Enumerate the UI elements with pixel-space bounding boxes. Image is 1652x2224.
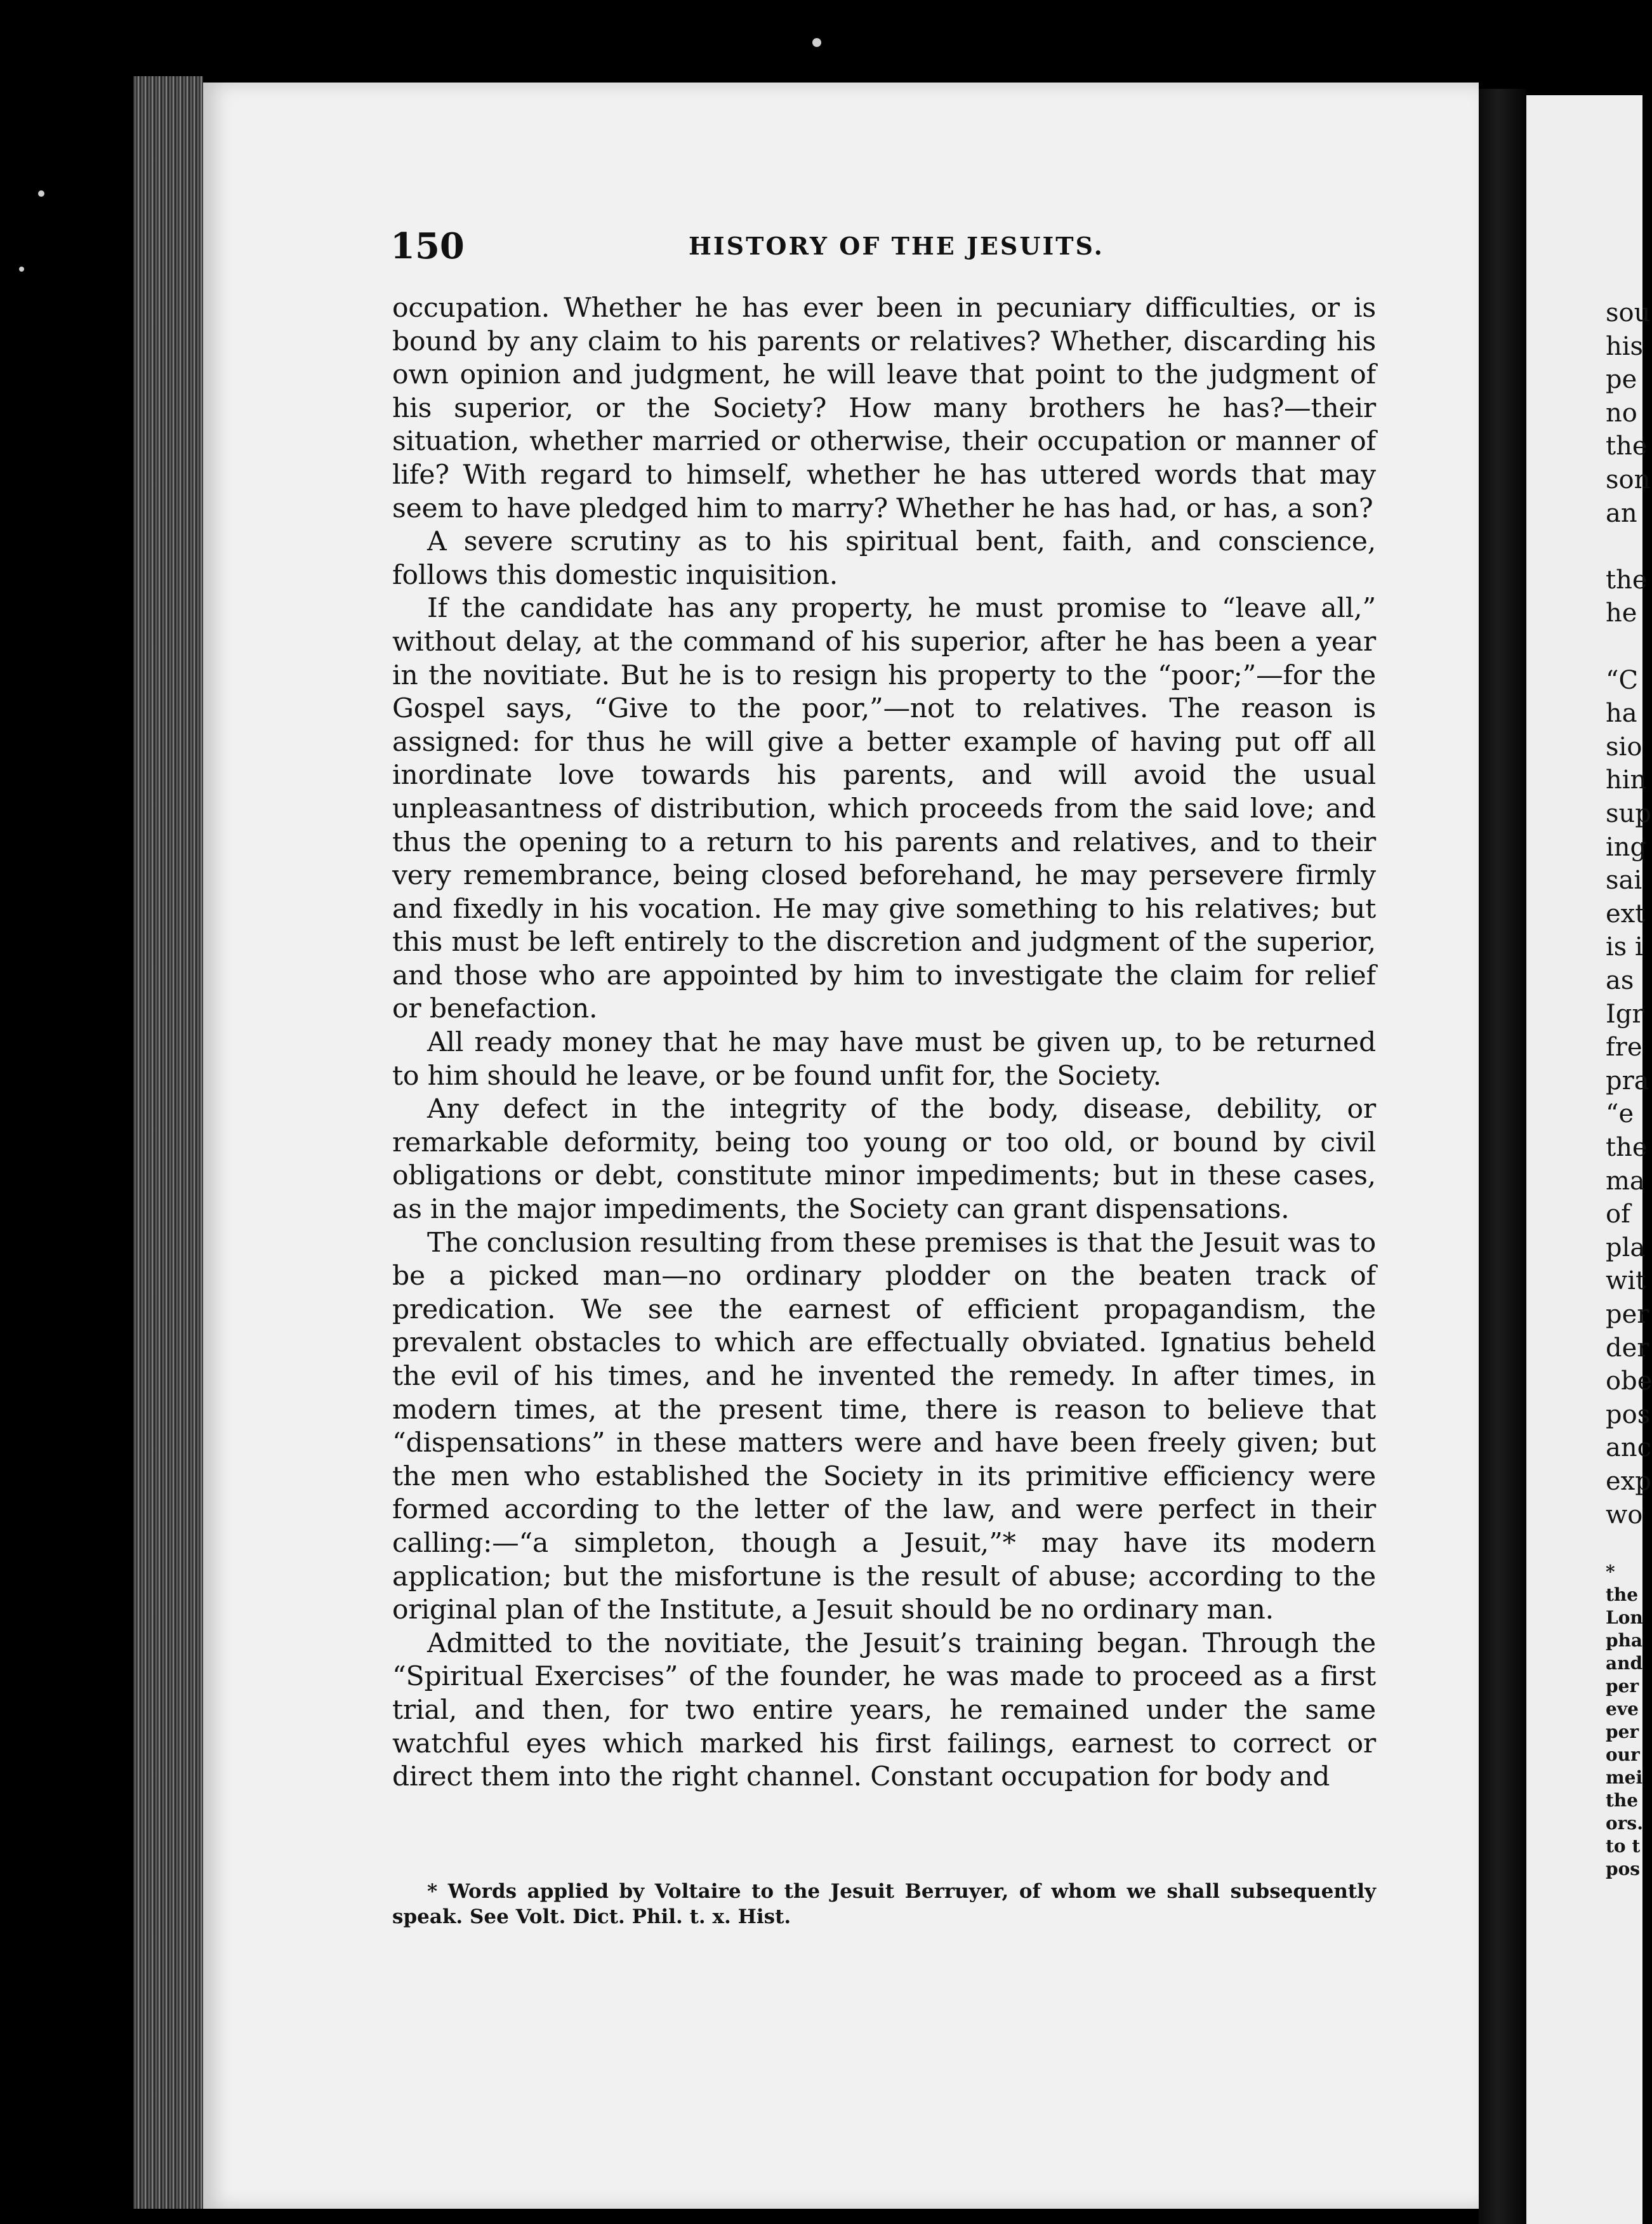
facing-page-line: per	[1606, 1300, 1649, 1329]
facing-page-footnote-line: Lon	[1606, 1607, 1643, 1628]
facing-page-footnote-line: per	[1606, 1676, 1639, 1697]
facing-page-line: anc	[1606, 1433, 1652, 1463]
paragraph: Admitted to the novitiate, the Jesuit’s training began. Through the “Spiritual Exercises” of the founder, he was made to proceed as a first trial, and then, for two entire years, he remained under the same watchful eyes which marked his first failings, earnest to correct or direct them into the right channel. Constant occupation for body and	[392, 1627, 1376, 1793]
facing-page-line: pe	[1606, 365, 1637, 395]
facing-page-line: sai	[1606, 866, 1642, 896]
facing-page-line: the	[1606, 432, 1648, 461]
book-page-edges	[133, 76, 203, 2209]
facing-page-line: ma	[1606, 1166, 1645, 1196]
facing-page-line: “e	[1606, 1099, 1634, 1129]
facing-page-footnote-line: pha	[1606, 1630, 1643, 1651]
footnote-text: * Words applied by Voltaire to the Jesuit Berruyer, of whom we shall subsequently speak. See Volt. Dict. Phil. t. x. Hist.	[392, 1880, 1376, 1928]
facing-page-line: hin	[1606, 765, 1647, 795]
page-header	[390, 225, 1380, 270]
facing-page-line: wit	[1606, 1266, 1646, 1296]
facing-page-footnote-line: and	[1606, 1653, 1643, 1674]
facing-page-line: ext	[1606, 899, 1646, 929]
facing-page-footnote-line: *	[1606, 1561, 1615, 1582]
dust-speck	[812, 38, 821, 47]
facing-page-line: of	[1606, 1200, 1630, 1229]
facing-page-footnote-line: mei	[1606, 1767, 1643, 1788]
facing-page-line: exp	[1606, 1467, 1651, 1496]
paragraph: Any defect in the integrity of the body, disease, debility, or remarkable deformity, being too young or too old, or bound by civil obligations or debt, constitute minor impediments; but in these cases, as in the major impediments, the Society can grant dispensations.	[392, 1094, 1376, 1226]
book-gutter	[1479, 89, 1526, 2224]
facing-page-line: sup	[1606, 799, 1651, 828]
facing-page-line: sio	[1606, 732, 1642, 762]
facing-page-line: the	[1606, 565, 1648, 595]
dust-speck	[38, 190, 44, 197]
facing-page-line: Igr	[1606, 999, 1644, 1029]
facing-page-footnote-line: our	[1606, 1744, 1640, 1765]
facing-page-line: as	[1606, 966, 1634, 995]
facing-page-footnote-line: the	[1606, 1584, 1639, 1605]
facing-page-line: pra	[1606, 1066, 1649, 1095]
body-text	[392, 292, 1376, 1794]
paragraph: All ready money that he may have must be given up, to be returned to him should he leave, or be found unfit for, the Society.	[392, 1027, 1376, 1092]
facing-page-line: pos	[1606, 1400, 1651, 1429]
paragraph: occupation. Whether he has ever been in pecuniary difficulties, or is bound by any claim to his parents or relatives? Whether, discarding his own opinion and judgment, he will leave that point to the judgment of his superior, or the Society? How many brothers he has?—their situation, whether married or otherwise, their occupation or manner of life? With regard to himself, whether he has uttered words that may seem to have pledged him to marry? Whether he has had, or has, a son?	[392, 293, 1376, 524]
facing-page	[1526, 95, 1652, 2224]
facing-page-line: fre	[1606, 1033, 1642, 1062]
running-head: HISTORY OF THE JESUITS.	[689, 232, 1104, 260]
paragraph: A severe scrutiny as to his spiritual bent, faith, and conscience, follows this domestic inquisition.	[392, 526, 1376, 591]
page-number: 150	[390, 225, 465, 267]
facing-page-line: sou	[1606, 298, 1651, 328]
facing-page-footnote-line: pos	[1606, 1858, 1641, 1879]
paragraph: If the candidate has any property, he must promise to “leave all,” without delay, at the command of his superior, after he has been a year in the novitiate. But he is to resign his property to the “poor;”—for the Gospel says, “Give to the poor,”—not to relatives. The reason is assigned: for thus he will give a better example of having put off all inordinate love towards his parents, and will avoid the usual unpleasantness of distribution, which proceeds from the said love; and thus the opening to a return to his parents and relatives, and to their very remembrance, being closed beforehand, he may persevere firmly and fixedly in his vocation. He may give something to his relatives; but this must be left entirely to the discretion and judgment of the superior, and those who are appointed by him to investigate the claim for relief or benefaction.	[392, 593, 1376, 1025]
paragraph: The conclusion resulting from these premises is that the Jesuit was to be a picked man—no ordinary plodder on the beaten track of predication. We see the earnest of efficient propagandism, the prevalent obstacles to which are effectually obviated. Ignatius beheld the evil of his times, and he invented the remedy. In after times, in modern times, at the present time, there is reason to believe that “dispensations” in these matters were and have been freely given; but the men who established the Society in its primitive efficiency were formed according to the letter of the law, and were perfect in their calling:—“a simpleton, though a Jesuit,”* may have its modern application; but the misfortune is the result of abuse; according to the original plan of the Institute, a Jesuit should be no ordinary man.	[392, 1227, 1376, 1626]
facing-page-line: obe	[1606, 1367, 1652, 1396]
facing-page-line: der	[1606, 1333, 1649, 1363]
facing-page-line: he	[1606, 599, 1637, 628]
facing-page-line: wo	[1606, 1500, 1643, 1530]
footnote	[392, 1879, 1376, 1929]
facing-page-footnote-line: to t	[1606, 1836, 1641, 1857]
facing-page-footnote-line: the	[1606, 1790, 1639, 1811]
facing-page-line: ha	[1606, 699, 1637, 729]
facing-page-footnote-line: per	[1606, 1721, 1639, 1742]
facing-page-line: “C	[1606, 665, 1639, 695]
facing-page-line: ing	[1606, 832, 1647, 862]
facing-page-line: his	[1606, 331, 1644, 361]
facing-page-line: pla	[1606, 1233, 1646, 1262]
facing-page-line: no	[1606, 398, 1637, 428]
facing-page-line: the	[1606, 1133, 1648, 1162]
dust-speck	[19, 267, 24, 272]
facing-page-line: son	[1606, 465, 1651, 494]
facing-page-footnote-line: eve	[1606, 1698, 1639, 1719]
facing-page-line: an	[1606, 498, 1637, 528]
facing-page-footnote-line: ors.	[1606, 1813, 1643, 1834]
facing-page-line: is i	[1606, 932, 1643, 962]
